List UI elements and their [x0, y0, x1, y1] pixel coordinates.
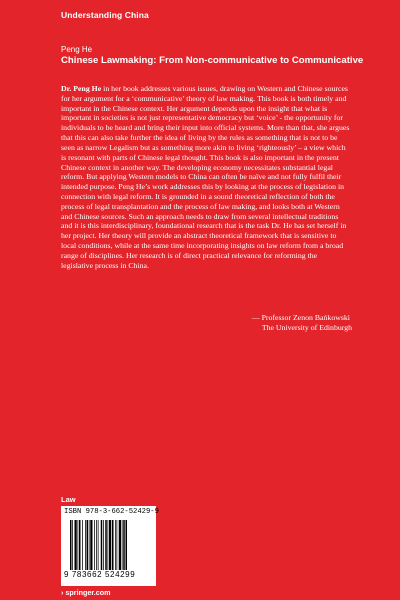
barcode-bar	[72, 520, 73, 570]
barcode-icon	[70, 520, 150, 570]
barcode-bar	[96, 520, 97, 570]
barcode-bar	[87, 520, 89, 570]
barcode-bar	[117, 520, 118, 570]
series-name: Understanding China	[61, 10, 149, 20]
barcode-bar	[112, 520, 114, 570]
book-description	[61, 84, 351, 270]
blurb-body: in her book addresses various issues, drawing on Western and Chinese sources for her argument for a ‘communicative’ theory of law making. This book is both timely and important in the Chinese context. Her argument depends upon the insight that what is important in societies is not just representative democracy but ‘voice’ - the opportunity for individuals to be heard and bring their input into official systems. More than that, she argues that this can also take further the idea of living by the rules as something that is not to be seen as narrow Legalism but as something more akin to living ‘righteously’ – a view which is resonant with parts of Chinese legal thought. This book is also important in the present Chinese context in another way. The developing economy necessitates substantial legal reform. But applying Western models to China can often be naïve and not fully fulfil their intended purpose. Peng He’s work addresses this by looking at the process of legislation in connection with legal reform. It is grounded in a sound theoretical reflection of both the process of legal transplantation and the process of law making, and looks both at Western and Chinese sources. Such an approach needs to draw from several intellectual traditions and it is this interdisciplinary, foundational research that is the task Dr. He has set herself in her project. Her theory will provide an abstract theoretical framework that is sensitive to local conditions, while at the same time incorporating insights on law reform from a broad range of disciplines. Her research is of direct practical relevance for reforming the legislative process in China.	[61, 84, 350, 270]
barcode-digits: 9 783662 524299	[64, 570, 136, 579]
barcode-bar	[101, 520, 103, 570]
barcode-bar	[90, 520, 92, 570]
isbn-text: ISBN 978-3-662-52429-9	[64, 508, 159, 516]
book-title: Chinese Lawmaking: From Non-communicative to Communicative	[61, 55, 364, 66]
barcode-bar	[103, 520, 104, 570]
endorser-name: — Professor Zenon Bańkowski	[251, 313, 350, 322]
barcode-bar	[123, 520, 125, 570]
barcode-bar	[109, 520, 111, 570]
barcode-bar	[85, 520, 86, 570]
barcode-bar	[89, 520, 90, 570]
barcode-bar	[115, 520, 116, 570]
barcode-bar	[82, 520, 83, 570]
barcode-bar	[70, 520, 72, 570]
barcode-bar	[119, 520, 121, 570]
endorser-affiliation: The University of Edinburgh	[261, 323, 352, 332]
endorsement	[252, 313, 352, 333]
barcode-bar	[105, 520, 107, 570]
barcode-bar	[94, 520, 95, 570]
subject-category: Law	[61, 495, 76, 504]
barcode-bar	[126, 520, 128, 570]
barcode-bar	[75, 520, 77, 570]
author-name: Peng He	[61, 45, 93, 54]
blurb-lead: Dr. Peng He	[61, 84, 102, 93]
barcode-bar	[79, 520, 81, 570]
barcode-bar	[108, 520, 109, 570]
barcode-bar	[78, 520, 79, 570]
barcode-bar	[98, 520, 99, 570]
barcode-bar	[122, 520, 123, 570]
publisher-website: › springer.com	[61, 588, 111, 597]
